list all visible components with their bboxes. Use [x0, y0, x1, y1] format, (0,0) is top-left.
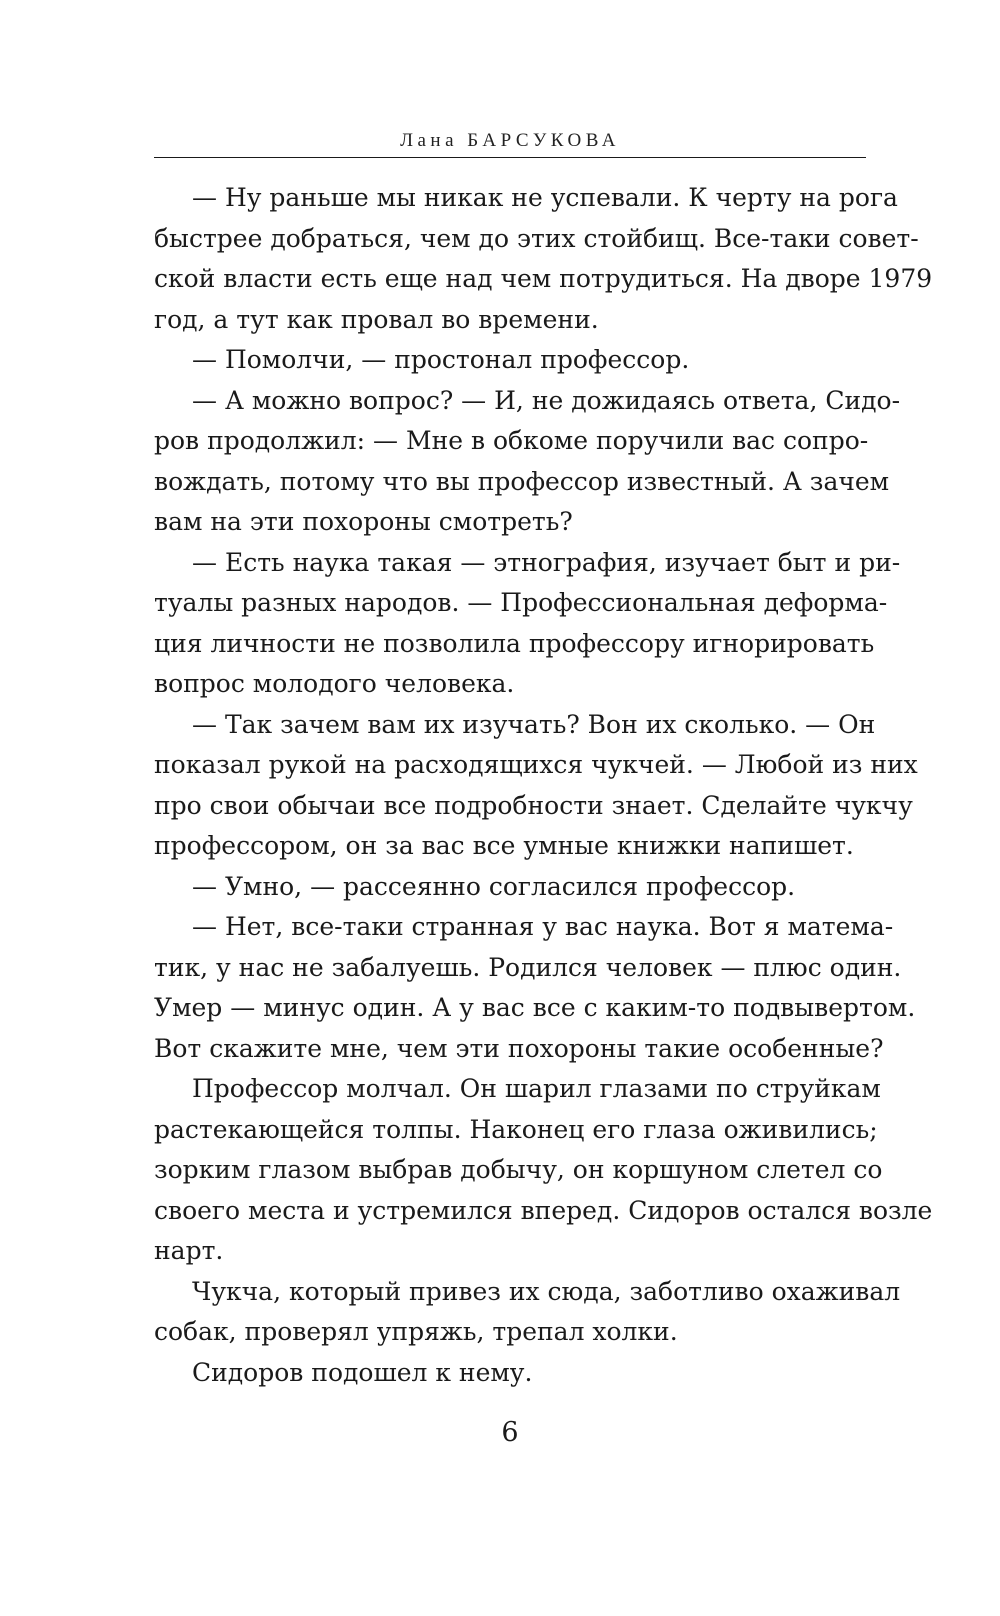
text-line: — Умно, — рассеянно согласился профессор.	[192, 871, 796, 901]
text-line: Профессор молчал. Он шарил глазами по струйкам	[192, 1074, 881, 1103]
paragraph	[154, 705, 918, 867]
text-line: ров продолжил: — Мне в обкоме поручили вас сопро-	[154, 426, 869, 455]
running-head: Лана БАРСУКОВА	[400, 130, 620, 151]
text-line: вам на эти похороны смотреть?	[154, 507, 573, 536]
text-line: ской власти есть еще над чем потрудиться. На дворе 1979	[154, 264, 933, 293]
text-line: год, а тут как провал во времени.	[154, 304, 599, 334]
paragraph	[154, 340, 866, 381]
text-line: вождать, потому что вы профессор известный. А зачем	[154, 466, 890, 496]
paragraph	[154, 907, 916, 1069]
text-line: Вот скажите мне, чем эти похороны такие особенные?	[154, 1033, 884, 1063]
paragraph	[154, 1272, 901, 1353]
text-line: Умер — минус один. А у вас все с каким-то подвывертом.	[154, 993, 916, 1022]
header-rule	[154, 157, 866, 158]
text-line: тик, у нас не забалуешь. Родился человек — плюс один.	[154, 952, 902, 982]
paragraph	[154, 1069, 933, 1272]
text-line: профессором, он за вас все умные книжки напишет.	[154, 831, 854, 860]
text-line: — Есть наука такая — этнография, изучает быт и ри-	[192, 547, 901, 577]
paragraph	[154, 178, 933, 340]
text-line: — Нет, все-таки странная у вас наука. Вот я матема-	[192, 912, 894, 941]
text-line: вопрос молодого человека.	[154, 669, 515, 698]
text-line: растекающейся толпы. Наконец его глаза оживились;	[154, 1114, 878, 1144]
text-line: Сидоров подошел к нему.	[192, 1357, 533, 1387]
text-line: — А можно вопрос? — И, не дожидаясь ответа, Сидо-	[192, 385, 901, 415]
text-line: — Ну раньше мы никак не успевали. К черту на рога	[192, 183, 898, 212]
text-line: показал рукой на расходящихся чукчей. — Любой из них	[154, 750, 918, 779]
paragraph	[154, 543, 901, 705]
paragraph	[154, 1353, 866, 1394]
text-line: собак, проверял упряжь, трепал холки.	[154, 1317, 678, 1346]
text-line: своего места и устремился вперед. Сидоров остался возле	[154, 1195, 933, 1225]
text-line: — Так зачем вам их изучать? Вон их сколько. — Он	[192, 709, 876, 739]
text-line: про свои обычаи все подробности знает. Сделайте чукчу	[154, 790, 913, 820]
text-line: ция личности не позволила профессору игнорировать	[154, 628, 875, 658]
text-line: быстрее добраться, чем до этих стойбищ. Все-таки совет-	[154, 223, 919, 253]
text-line: нарт.	[154, 1236, 224, 1265]
text-line: — Помолчи, — простонал профессор.	[192, 345, 690, 374]
page-number: 6	[501, 1417, 519, 1448]
body-text	[154, 178, 933, 1393]
text-line: туалы разных народов. — Профессиональная деформа-	[154, 588, 888, 617]
text-line: Чукча, который привез их сюда, заботливо охаживал	[192, 1276, 901, 1306]
text-line: зорким глазом выбрав добычу, он коршуном слетел со	[154, 1155, 883, 1184]
paragraph	[154, 867, 866, 908]
paragraph	[154, 381, 901, 543]
